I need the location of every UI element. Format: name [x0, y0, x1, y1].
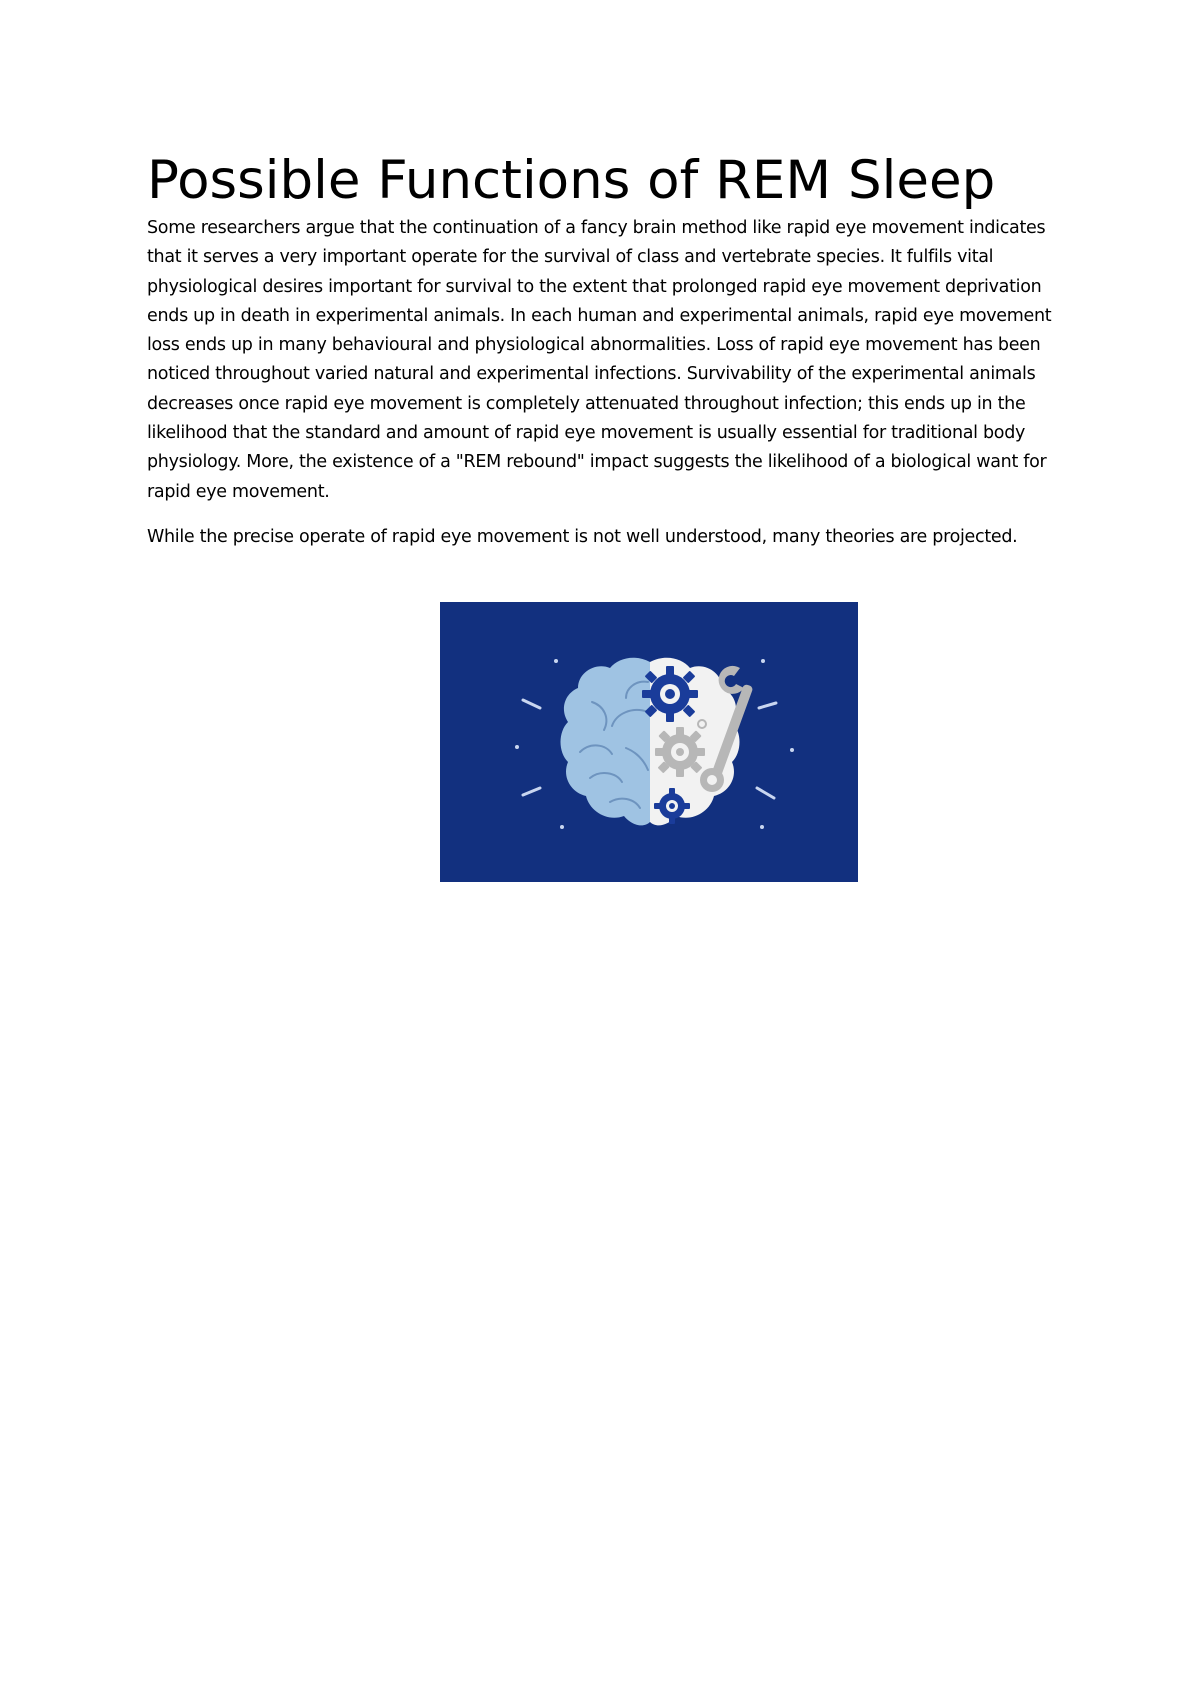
gear-middle-icon [655, 727, 705, 777]
body-paragraph: While the precise operate of rapid eye movement is not well understood, many theories are projected. [147, 526, 1018, 547]
brain-gears-wrench-icon [440, 602, 858, 882]
page-title: Possible Functions of REM Sleep [147, 150, 996, 211]
body-paragraph: Some researchers argue that the continuation of a fancy brain method like rapid eye movement indicates that it serves a very important operate for the survival of class and vertebrate species. It fulfils vital physiological desires important for survival to the extent that prolonged rapid eye movement deprivation ends up in death in experimental animals. In each human and experimental animals, rapid eye movement loss ends up in many behavioural and physiological abnormalities. Loss of rapid eye movement has been noticed throughout varied natural and experimental infections. Survivability of the experimental animals decreases once rapid eye movement is completely attenuated throughout infection; this ends up in the likelihood that the standard and amount of rapid eye movement is usually essential for traditional body physiology. More, the existence of a "REM rebound" impact suggests the likelihood of a biological want for rapid eye movement. [147, 218, 1052, 502]
document-body [147, 148, 1062, 552]
brain-illustration [440, 602, 858, 882]
gear-top-icon [642, 666, 698, 722]
